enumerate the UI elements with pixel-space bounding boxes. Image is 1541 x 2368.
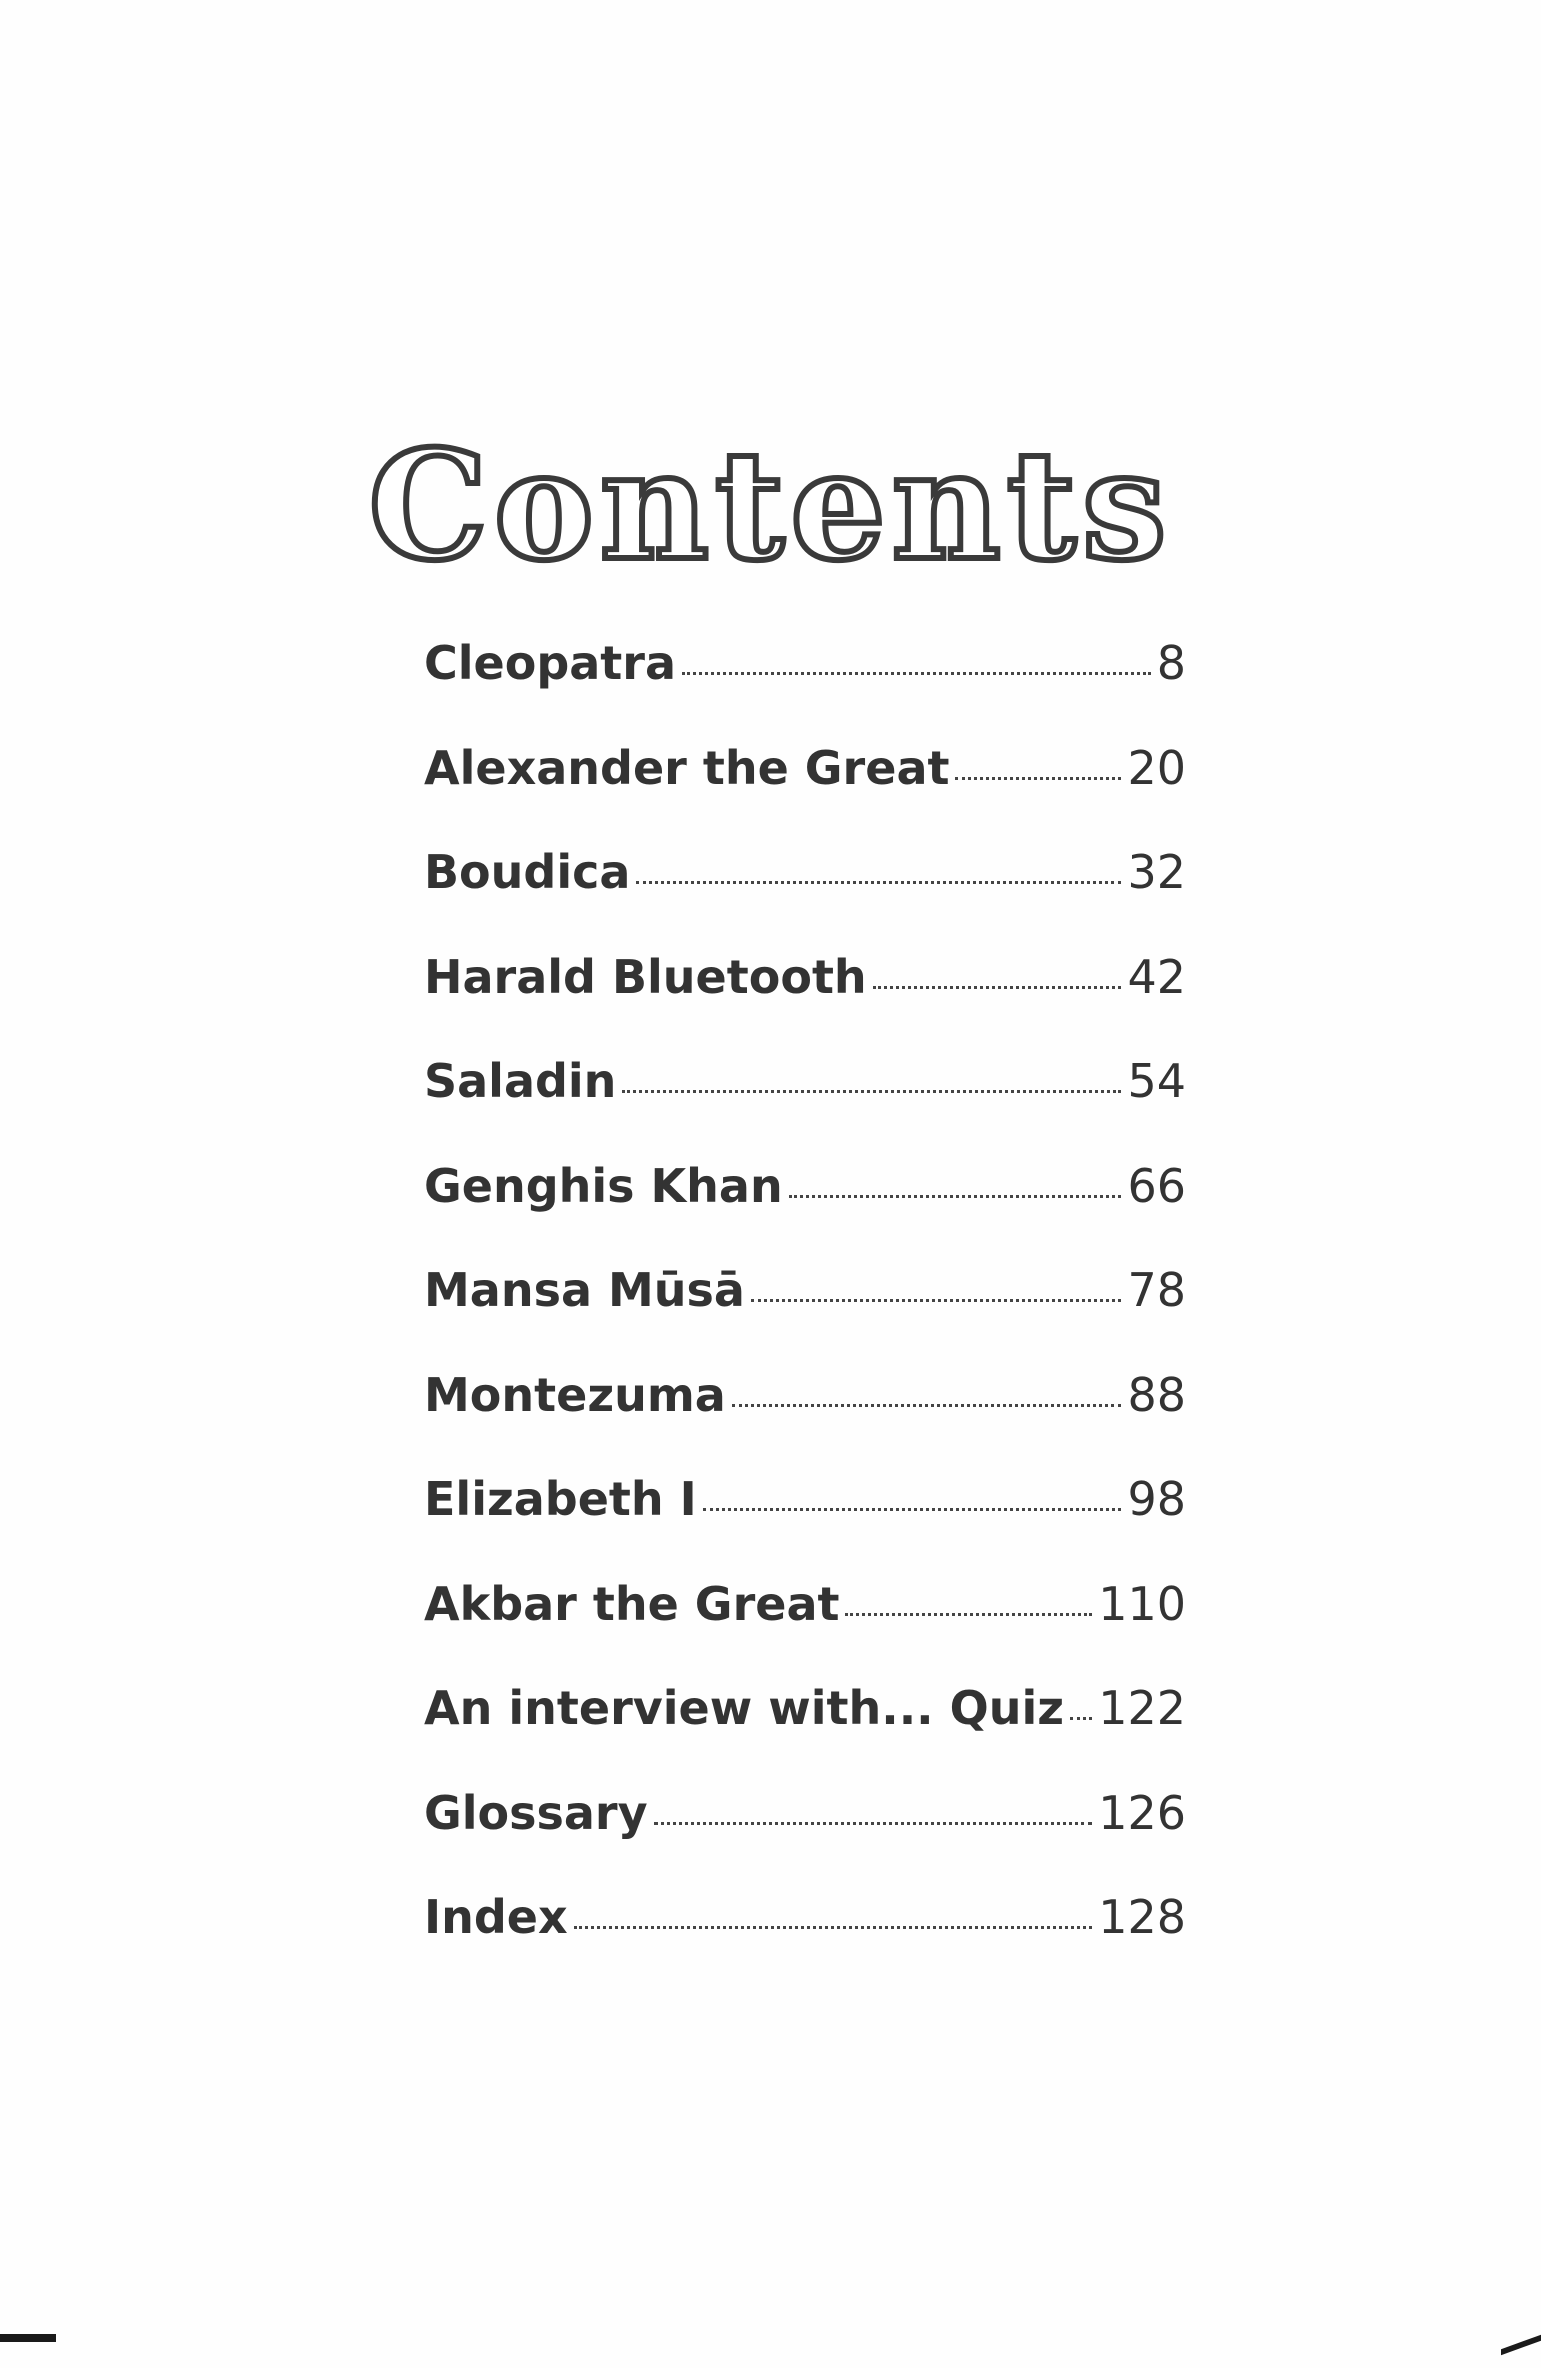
dot-leader bbox=[1070, 1717, 1092, 1720]
toc-entry-page-number: 42 bbox=[1127, 949, 1186, 1004]
toc-entry-page-number: 110 bbox=[1098, 1576, 1186, 1631]
toc-entry-label: Alexander the Great bbox=[424, 740, 950, 795]
toc-entry-montezuma bbox=[424, 1367, 1186, 1477]
toc-entry-label: Glossary bbox=[424, 1785, 648, 1840]
toc-entry-page-number: 88 bbox=[1127, 1367, 1186, 1422]
dot-leader bbox=[732, 1404, 1122, 1407]
toc-entry-label: Boudica bbox=[424, 845, 631, 899]
dot-leader bbox=[622, 1090, 1121, 1093]
toc-entry-harald bbox=[424, 949, 1186, 1059]
toc-entry-label: Harald Bluetooth bbox=[424, 949, 867, 1004]
scan-edge-mark bbox=[0, 2334, 56, 2342]
toc-entry-label: Mansa Mūsā bbox=[424, 1263, 745, 1317]
dot-leader bbox=[654, 1822, 1093, 1825]
toc-entry-label: Cleopatra bbox=[424, 636, 677, 690]
toc-entry-page-number: 128 bbox=[1098, 1890, 1186, 1944]
toc-entry-page-number: 66 bbox=[1127, 1158, 1186, 1213]
dot-leader bbox=[789, 1195, 1122, 1198]
toc-entry-boudica bbox=[424, 845, 1186, 954]
page-title: Contents bbox=[368, 417, 1173, 594]
toc-entry-label: An interview with... Quiz bbox=[424, 1681, 1065, 1735]
toc-entry-label: Montezuma bbox=[424, 1367, 726, 1422]
toc-entry-page-number: 32 bbox=[1127, 845, 1186, 899]
toc-entry-label: Saladin bbox=[424, 1054, 617, 1108]
toc-entry-genghis bbox=[424, 1158, 1186, 1268]
toc-entry-label: Elizabeth I bbox=[424, 1472, 697, 1526]
toc-entry-cleopatra bbox=[424, 636, 1186, 745]
toc-entry-saladin bbox=[424, 1054, 1186, 1163]
toc-entry-glossary bbox=[424, 1785, 1186, 1895]
dot-leader bbox=[751, 1299, 1122, 1302]
toc-entry-alexander bbox=[424, 740, 1186, 850]
toc-entry-page-number: 54 bbox=[1127, 1054, 1186, 1108]
toc-entry-quiz bbox=[424, 1681, 1186, 1790]
toc-entry-akbar bbox=[424, 1576, 1186, 1686]
dot-leader bbox=[955, 777, 1121, 780]
toc-entry-label: Akbar the Great bbox=[424, 1576, 840, 1631]
toc-entry-page-number: 122 bbox=[1098, 1681, 1186, 1735]
toc-entry-elizabeth bbox=[424, 1472, 1186, 1581]
toc-entry-page-number: 126 bbox=[1098, 1785, 1186, 1840]
dot-leader bbox=[873, 986, 1122, 989]
dot-leader bbox=[845, 1613, 1092, 1616]
toc-entry-page-number: 98 bbox=[1127, 1472, 1186, 1526]
toc-entry-page-number: 8 bbox=[1156, 636, 1186, 690]
toc-entry-label: Index bbox=[424, 1890, 568, 1944]
scan-edge-mark bbox=[1501, 2335, 1541, 2356]
toc-entry-label: Genghis Khan bbox=[424, 1158, 783, 1213]
toc-entry-mansa-musa bbox=[424, 1263, 1186, 1372]
dot-leader bbox=[682, 672, 1151, 675]
table-of-contents bbox=[424, 636, 1186, 1999]
toc-entry-page-number: 78 bbox=[1127, 1263, 1186, 1317]
dot-leader bbox=[636, 881, 1121, 884]
toc-entry-index bbox=[424, 1890, 1186, 1999]
dot-leader bbox=[703, 1508, 1122, 1511]
dot-leader bbox=[574, 1926, 1093, 1929]
toc-entry-page-number: 20 bbox=[1127, 740, 1186, 795]
